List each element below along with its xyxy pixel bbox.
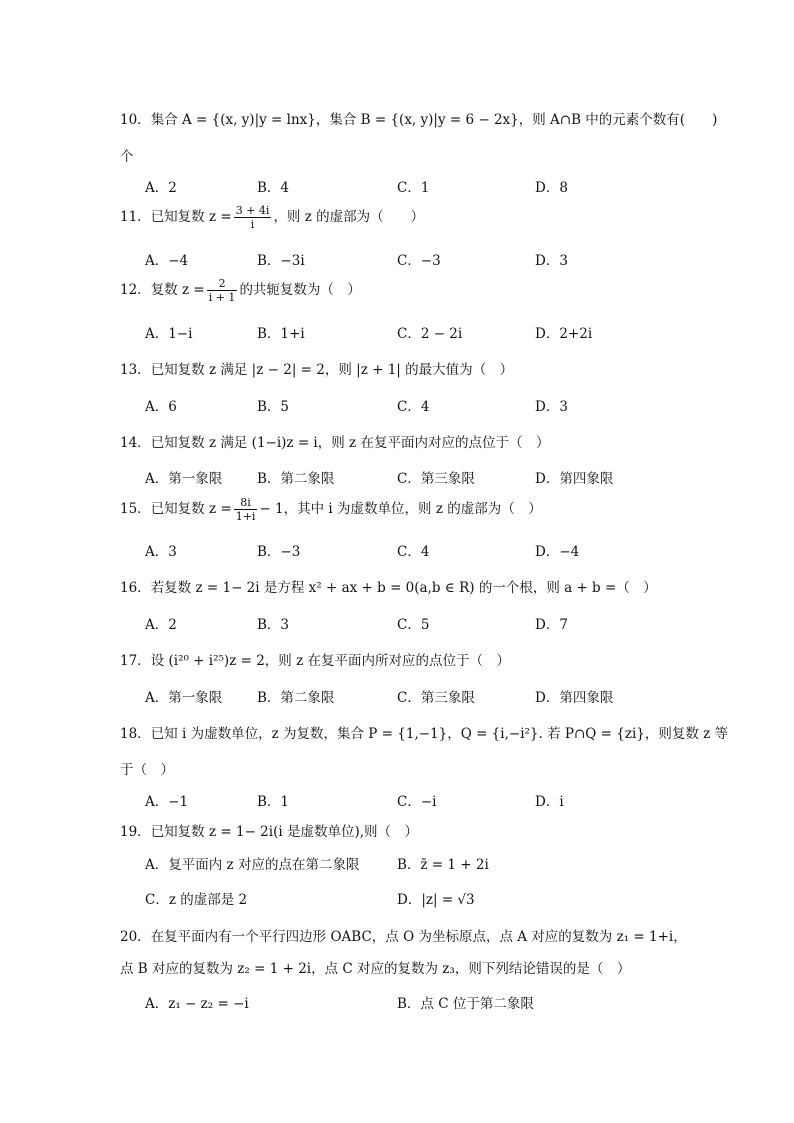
question-number: 11． [120, 209, 151, 225]
question-20-continued [120, 957, 630, 977]
question-17 [120, 649, 510, 669]
question-20 [120, 925, 687, 945]
option-a: A．z₁ − z₂ = −i [145, 996, 249, 1012]
option-a: A．第一象限 [145, 690, 223, 706]
option-c: C．−3 [397, 253, 441, 269]
option-d: D．3 [535, 253, 568, 269]
option-a: A．3 [145, 544, 177, 560]
option-b: B．1 [257, 794, 290, 810]
question-10 [120, 108, 717, 128]
options-18 [145, 790, 705, 810]
question-number: 16． [120, 580, 151, 596]
option-c: C．第三象限 [397, 690, 475, 706]
option-d: D．i [535, 794, 564, 810]
option-d: D．第四象限 [535, 471, 614, 487]
option-b: B．1+i [257, 326, 305, 342]
option-d: D．7 [535, 617, 568, 633]
question-stem: 已知复数 z = [150, 209, 232, 225]
option-a: A．2 [145, 180, 177, 196]
fraction-denominator: 1+i [235, 510, 256, 523]
fraction [234, 204, 272, 231]
question-number: 17． [120, 653, 151, 669]
question-number: 20． [120, 929, 151, 945]
question-number: 15． [120, 501, 151, 517]
question-stem-post: 的共轭复数为（ ） [239, 282, 361, 298]
options-19-row2 [145, 888, 705, 908]
option-c: C．5 [397, 617, 430, 633]
option-d: D．8 [535, 180, 568, 196]
options-16 [145, 613, 705, 633]
question-stem: 已知复数 z 满足 |z − 2| = 2，则 |z + 1| 的最大值为（ ） [150, 362, 514, 378]
question-stem-continued: 于（ ） [120, 762, 174, 778]
fraction [207, 277, 238, 304]
fraction [234, 496, 258, 523]
question-stem: 复数 z = [150, 282, 205, 298]
option-a: A．−4 [145, 253, 189, 269]
question-stem: 已知 i 为虚数单位，z 为复数，集合 P = {1,−1}，Q = {i,−i²}. 若 P∩Q = {zi}，则复数 z 等 [150, 726, 729, 742]
question-stem: 已知复数 z 满足 (1−i)z = i，则 z 在复平面内对应的点位于（ ） [150, 435, 550, 451]
option-b: B．点 C 位于第二象限 [397, 996, 534, 1012]
option-b: B．4 [257, 180, 290, 196]
question-stem-continued: 点 B 对应的复数为 z₂ = 1 + 2i，点 C 对应的复数为 z₃，则下列结论错误的是（ ） [120, 961, 631, 977]
question-stem: 若复数 z = 1− 2i 是方程 x² + ax + b = 0(a,b ∈ R) 的一个根，则 a + b =（ ） [150, 580, 657, 596]
option-c: C．4 [397, 399, 430, 415]
question-18 [120, 722, 728, 742]
option-c: C．−i [397, 794, 437, 810]
fraction-numerator: 2 [207, 277, 238, 291]
option-d: D．2+2i [535, 326, 593, 342]
question-18-continued [120, 758, 174, 778]
options-17 [145, 686, 705, 706]
fraction-denominator: i + 1 [208, 291, 236, 304]
options-13 [145, 395, 705, 415]
question-stem: 在复平面内有一个平行四边形 OABC，点 O 为坐标原点，点 A 对应的复数为 z₁ = 1+i， [150, 929, 687, 945]
question-stem-post: ，则 z 的虚部为（ ） [273, 209, 425, 225]
question-16 [120, 576, 657, 596]
option-c: C．4 [397, 544, 430, 560]
options-10 [145, 176, 705, 196]
option-d: D．|z| = √3 [397, 892, 475, 908]
question-19 [120, 820, 418, 840]
question-number: 12． [120, 282, 151, 298]
question-number: 13． [120, 362, 151, 378]
option-b: B．−3 [257, 544, 301, 560]
options-15 [145, 540, 705, 560]
option-a: A．−1 [145, 794, 189, 810]
question-15 [120, 496, 542, 523]
option-c: C．1 [397, 180, 430, 196]
options-12 [145, 322, 705, 342]
option-a: A．2 [145, 617, 177, 633]
option-a: A．6 [145, 399, 177, 415]
options-14 [145, 467, 705, 487]
fraction-numerator: 3 + 4i [235, 204, 270, 217]
option-d: D．−4 [535, 544, 580, 560]
question-12 [120, 277, 361, 304]
option-c: C．2 − 2i [397, 326, 463, 342]
option-d: D．3 [535, 399, 568, 415]
question-stem: 集合 A = {(x, y)|y = lnx}，集合 B = {(x, y)|y = 6 − 2x}，则 A∩B 中的元素个数有( ) [150, 112, 718, 128]
option-a: A．1−i [145, 326, 193, 342]
question-stem-continued: 个 [120, 149, 134, 165]
option-d: D．第四象限 [535, 690, 614, 706]
option-b: B．3 [257, 617, 290, 633]
question-10-continued [120, 145, 134, 165]
question-11 [120, 204, 424, 231]
option-c: C．z 的虚部是 2 [145, 892, 248, 908]
option-b: B．第二象限 [257, 690, 335, 706]
options-20 [145, 992, 705, 1012]
question-number: 14． [120, 435, 151, 451]
option-b: B．第二象限 [257, 471, 335, 487]
question-number: 18． [120, 726, 151, 742]
fraction-denominator: i [250, 218, 255, 231]
option-b: B．z̄ = 1 + 2i [397, 857, 489, 873]
question-stem-post: − 1，其中 i 为虚数单位，则 z 的虚部为（ ） [259, 501, 542, 517]
option-c: C．第三象限 [397, 471, 475, 487]
question-13 [120, 358, 513, 378]
question-number: 10． [120, 112, 151, 128]
option-a: A．复平面内 z 对应的点在第二象限 [145, 857, 360, 873]
option-b: B．5 [257, 399, 290, 415]
question-stem: 已知复数 z = 1− 2i(i 是虚数单位),则（ ） [150, 824, 419, 840]
options-11 [145, 249, 705, 269]
option-b: B．−3i [257, 253, 305, 269]
question-number: 19． [120, 824, 151, 840]
question-stem: 设 (i²⁰ + i²⁵)z = 2，则 z 在复平面内所对应的点位于（ ） [150, 653, 510, 669]
fraction-numerator: 8i [234, 496, 258, 510]
question-14 [120, 431, 549, 451]
option-a: A．第一象限 [145, 471, 223, 487]
options-19-row1 [145, 853, 705, 873]
question-stem: 已知复数 z = [150, 501, 232, 517]
